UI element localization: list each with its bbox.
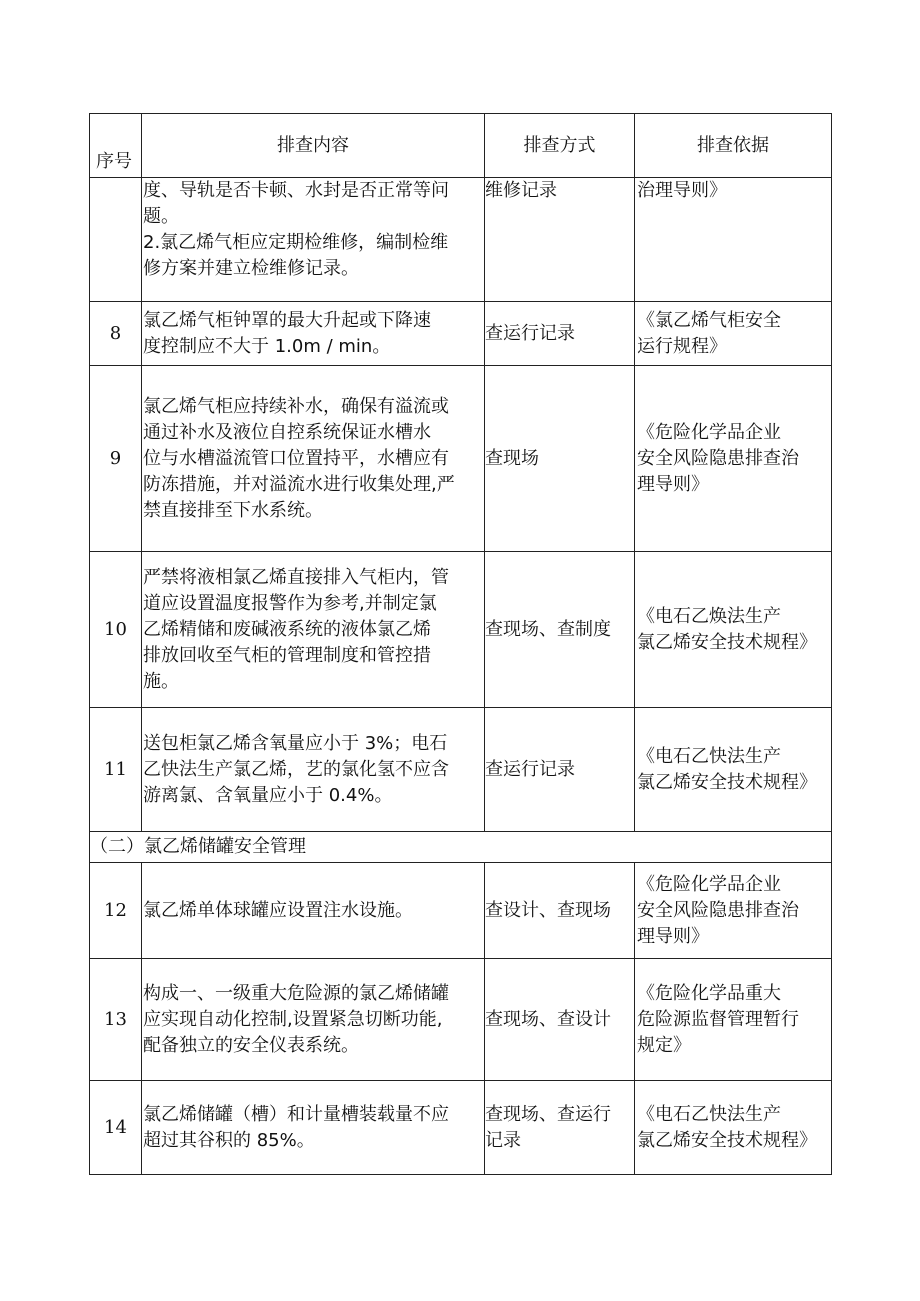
basis-cell	[635, 552, 832, 708]
header-content: 排查内容	[142, 114, 485, 178]
cell-line: 查现场	[485, 447, 539, 469]
inspection-table	[89, 113, 832, 1175]
content-cell	[142, 302, 485, 366]
cell-line: 送包柜氯乙烯含氧量应小于 3%；电石	[143, 732, 448, 754]
cell-line: 配备独立的安全仪表系统。	[143, 1034, 359, 1056]
row-number: 13	[90, 959, 142, 1081]
basis-cell	[635, 366, 832, 552]
table-row	[90, 959, 832, 1081]
cell-line: 治理导则》	[637, 180, 727, 201]
basis-cell	[635, 959, 832, 1081]
cell-line: 查现场、查设计	[485, 1008, 611, 1030]
content-cell	[142, 366, 485, 552]
method-cell	[485, 959, 635, 1081]
basis-cell	[635, 1081, 832, 1175]
cell-line: 氯乙烯安全技术规程》	[637, 771, 817, 793]
table-row	[90, 1081, 832, 1175]
header-seq: 序号	[90, 114, 142, 178]
row-number	[90, 178, 142, 302]
cell-line: 氯乙烯气柜应持续补水，确保有溢流或	[143, 395, 449, 417]
cell-line: 危险源监督管理暂行	[637, 1008, 799, 1030]
cell-line: 《电石乙焕法生产	[637, 605, 781, 627]
cell-line: 安全风险隐患排查治	[637, 899, 799, 921]
cell-line: 度控制应不大于 1.0m / min。	[143, 335, 391, 357]
table-header-row	[90, 114, 832, 178]
row-number: 8	[90, 302, 142, 366]
cell-line: 严禁将液相氯乙烯直接排入气柜内，管	[143, 566, 449, 588]
cell-line: 查运行记录	[485, 322, 575, 344]
row-number: 11	[90, 708, 142, 832]
basis-cell	[635, 302, 832, 366]
table-row	[90, 552, 832, 708]
cell-line: 构成一、一级重大危险源的氯乙烯储罐	[143, 982, 449, 1004]
cell-line: 度、导轨是否卡顿、水封是否正常等问	[143, 180, 449, 201]
cell-line: 2.氯乙烯气柜应定期检维修，编制检维	[143, 232, 449, 253]
table-row	[90, 302, 832, 366]
cell-line: 题。	[143, 206, 179, 227]
content-cell	[142, 1081, 485, 1175]
content-cell	[142, 708, 485, 832]
basis-cell	[635, 863, 832, 959]
cell-line: 防冻措施，并对溢流水进行收集处理,严	[143, 473, 455, 495]
cell-line: 氯乙烯安全技术规程》	[637, 631, 817, 653]
cell-line: 超过其谷积的 85%。	[143, 1129, 315, 1151]
cell-line: 查设计、查现场	[485, 899, 611, 921]
cell-line: 氯乙烯单体球罐应设置注水设施。	[143, 899, 413, 921]
cell-line: 氯乙烯储罐（槽）和计量槽装载量不应	[143, 1103, 449, 1125]
cell-line: 乙烯精储和废碱液系统的液体氯乙烯	[143, 618, 431, 640]
table-row	[90, 708, 832, 832]
cell-line: 应实现自动化控制,设置紧急切断功能,	[143, 1008, 443, 1030]
cell-line: 《氯乙烯气柜安全	[637, 309, 781, 331]
method-cell	[485, 1081, 635, 1175]
cell-line: 《危险化学品企业	[637, 421, 781, 443]
method-cell	[485, 552, 635, 708]
cell-line: 运行规程》	[637, 335, 727, 357]
method-cell	[485, 863, 635, 959]
section-title: （二）氯乙烯储罐安全管理	[90, 832, 832, 863]
header-method: 排查方式	[485, 114, 635, 178]
cell-line: 规定》	[637, 1034, 691, 1056]
content-cell	[142, 863, 485, 959]
cell-line: 道应设置温度报警作为参考,并制定氯	[143, 592, 437, 614]
cell-line: 施。	[143, 670, 179, 692]
cell-line: 安全风险隐患排查治	[637, 447, 799, 469]
section-row	[90, 832, 832, 863]
row-number: 12	[90, 863, 142, 959]
cell-line: 维修记录	[485, 180, 557, 201]
method-cell	[485, 366, 635, 552]
cell-line: 查现场、查运行	[485, 1103, 611, 1125]
row-number: 9	[90, 366, 142, 552]
basis-cell	[635, 708, 832, 832]
cell-line: 查运行记录	[485, 758, 575, 780]
cell-line: 氯乙烯气柜钟罩的最大升起或下降速	[143, 309, 431, 331]
cell-line: 乙快法生产氯乙烯，艺的氯化氢不应含	[143, 758, 449, 780]
cell-line: 排放回收至气柜的管理制度和管控措	[143, 644, 431, 666]
basis-cell	[635, 178, 832, 302]
cell-line: 记录	[485, 1129, 521, 1151]
method-cell	[485, 708, 635, 832]
row-number: 14	[90, 1081, 142, 1175]
cell-line: 查现场、查制度	[485, 618, 611, 640]
cell-line: 位与水槽溢流管口位置持平，水槽应有	[143, 447, 449, 469]
content-cell	[142, 552, 485, 708]
table-row	[90, 863, 832, 959]
cell-line: 理导则》	[637, 473, 709, 495]
cell-line: 禁直接排至下水系统。	[143, 499, 323, 521]
content-cell	[142, 959, 485, 1081]
cell-line: 《危险化学品企业	[637, 873, 781, 895]
method-cell	[485, 302, 635, 366]
cell-line: 氯乙烯安全技术规程》	[637, 1129, 817, 1151]
cell-line: 通过补水及液位自控系统保证水槽水	[143, 421, 431, 443]
row-number: 10	[90, 552, 142, 708]
method-cell	[485, 178, 635, 302]
cell-line: 游离氯、含氧量应小于 0.4%。	[143, 784, 393, 806]
cell-line: 理导则》	[637, 925, 709, 947]
header-basis: 排查依据	[635, 114, 832, 178]
table-row	[90, 366, 832, 552]
cell-line: 《危险化学品重大	[637, 982, 781, 1004]
table-row	[90, 178, 832, 302]
content-cell	[142, 178, 485, 302]
cell-line: 《电石乙快法生产	[637, 745, 781, 767]
cell-line: 《电石乙快法生产	[637, 1103, 781, 1125]
cell-line: 修方案并建立检维修记录。	[143, 258, 359, 279]
